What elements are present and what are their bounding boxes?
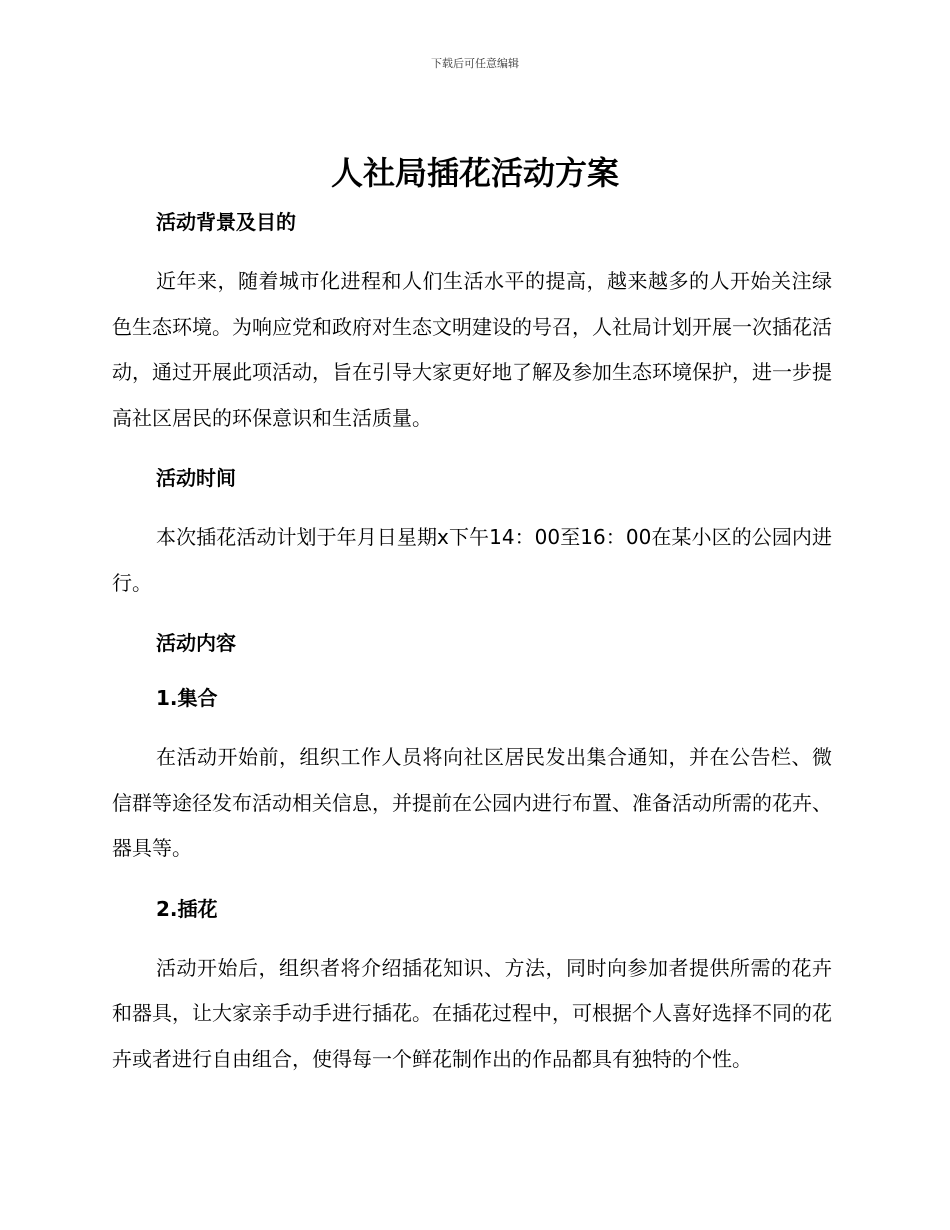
section-paragraph-gathering: 在活动开始前，组织工作人员将向社区居民发出集合通知，并在公告栏、微信群等途径发布活动相关信息，并提前在公园内进行布置、准备活动所需的花卉、器具等。 — [112, 745, 832, 860]
header-note: 下载后可任意编辑 — [431, 57, 519, 70]
section-heading-background: 活动背景及目的 — [156, 210, 296, 234]
document-title: 人社局插花活动方案 — [330, 154, 619, 192]
section-heading-gathering: 1.集合 — [156, 686, 218, 710]
section-paragraph-time: 本次插花活动计划于年月日星期x下午14：00至16：00在某小区的公园内进行。 — [112, 525, 832, 595]
document-body — [112, 204, 832, 1082]
section-heading-arranging: 2.插花 — [156, 896, 218, 921]
section-paragraph-background: 近年来，随着城市化进程和人们生活水平的提高，越来越多的人开始关注绿色生态环境。为响应党和政府对生态文明建设的号召，人社局计划开展一次插花活动，通过开展此项活动，旨在引导大家更好地了解及参加生态环境保护，进一步提高社区居民的环保意识和生活质量。 — [112, 269, 832, 430]
section-heading-time: 活动时间 — [156, 466, 236, 490]
section-paragraph-arranging: 活动开始后，组织者将介绍插花知识、方法，同时向参加者提供所需的花卉和器具，让大家亲手动手进行插花。在插花过程中，可根据个人喜好选择不同的花卉或者进行自由组合，使得每一个鲜花制作出的作品都具有独特的个性。 — [112, 955, 832, 1071]
section-heading-content: 活动内容 — [156, 631, 236, 655]
